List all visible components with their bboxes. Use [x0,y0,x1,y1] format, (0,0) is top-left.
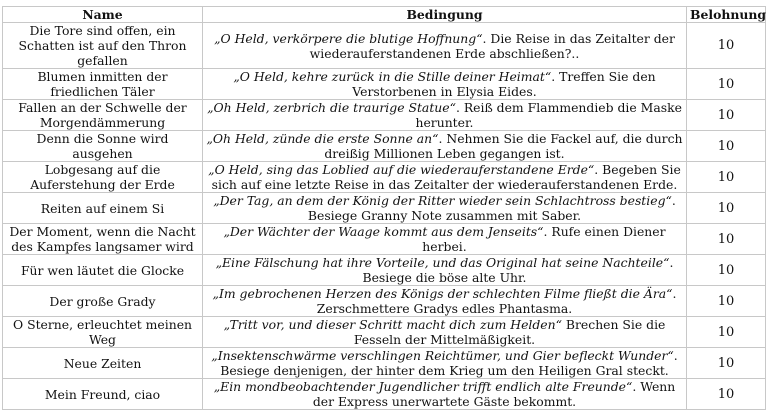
table-row [3,286,766,317]
condition-text: . Nehmen Sie die Fackel auf, die durch dreißig Millionen Leben gegangen ist. [324,131,683,161]
row-reward: 10 [687,23,766,69]
row-condition [203,162,687,193]
condition-text: . Besiege Granny Note zusammen mit Saber. [307,193,676,223]
row-name: Mein Freund, ciao [3,379,203,410]
row-name: Blumen inmitten der friedlichen Täler [3,69,203,100]
condition-text: . Die Reise in das Zeitalter der wiederauferstandenen Erde abschließen?.. [309,30,675,61]
row-reward: 10 [687,69,766,100]
condition-quote: „Der Tag, an dem der König der Ritter wieder sein Schlachtross bestieg“ [213,193,672,208]
condition-quote: „Ein mondbeobachtender Jugendlicher trifft endlich alte Freunde“ [213,379,633,394]
condition-quote: „Insektenschwärme verschlingen Reichtümer, und Gier befleckt Wunder“ [211,348,674,363]
table-row [3,162,766,193]
row-reward: 10 [687,100,766,131]
table-row [3,255,766,286]
condition-text: . Besiege denjenigen, der hinter dem Krieg um den Heiligen Gral steckt. [220,348,678,378]
condition-text: . Besiege die böse alte Uhr. [362,255,674,285]
table-row [3,100,766,131]
row-name: Für wen läutet die Glocke [3,255,203,286]
header-condition: Bedingung [203,7,687,23]
table-row [3,348,766,379]
condition-quote: „O Held, verkörpere die blutige Hoffnung“ [214,30,483,46]
condition-quote: „O Held, kehre zurück in die Stille deiner Heimat“ [233,69,552,84]
header-name: Name [3,7,203,23]
row-reward: 10 [687,131,766,162]
table-row [3,131,766,162]
condition-text: . Rufe einen Diener herbei. [422,224,666,254]
row-reward: 10 [687,162,766,193]
row-reward: 10 [687,379,766,410]
condition-text: . Zerschmettere Gradys edles Phantasma. [316,286,677,316]
table-row [3,23,766,69]
condition-text: . Begeben Sie sich auf eine letzte Reise in das Zeitalter der wiederauferstandenen Erde. [211,162,681,192]
row-name: Fallen an der Schwelle der Morgendämmerung [3,100,203,131]
table-row [3,193,766,224]
row-condition [203,348,687,379]
row-condition [203,23,687,69]
row-reward: 10 [687,348,766,379]
row-condition [203,131,687,162]
row-condition [203,317,687,348]
row-reward: 10 [687,255,766,286]
condition-quote: „O Held, sing das Loblied auf die wiederauferstandene Erde“ [208,162,595,177]
row-reward: 10 [687,224,766,255]
row-condition [203,69,687,100]
header-reward: Belohnung [687,7,766,23]
condition-text: . Reiß dem Flammendieb die Maske herunter. [415,100,682,130]
row-name: Denn die Sonne wird ausgehen [3,131,203,162]
header-row [3,7,766,23]
row-name: O Sterne, erleuchtet meinen Weg [3,317,203,348]
row-reward: 10 [687,317,766,348]
condition-quote: „Im gebrochenen Herzen des Königs der schlechten Filme fließt die Ära“ [212,286,673,301]
row-name: Neue Zeiten [3,348,203,379]
table-row [3,224,766,255]
table-row [3,69,766,100]
condition-quote: „Der Wächter der Waage kommt aus dem Jenseits“ [223,224,544,239]
achievements-table [2,6,766,410]
row-name: Die Tore sind offen, ein Schatten ist auf den Thron gefallen [3,23,203,69]
condition-text: Brechen Sie die Fesseln der Mittelmäßigkeit. [353,317,666,347]
row-reward: 10 [687,286,766,317]
condition-quote: „Tritt vor, und dieser Schritt macht dich zum Helden“ [223,317,562,332]
table-row [3,317,766,348]
row-name: Lobgesang auf die Auferstehung der Erde [3,162,203,193]
table-row [3,379,766,410]
row-name: Der große Grady [3,286,203,317]
condition-text: . Wenn der Express unerwartete Gäste bekommt. [312,379,676,409]
row-condition [203,100,687,131]
condition-quote: „Oh Held, zünde die erste Sonne an“ [206,131,439,146]
row-condition [203,255,687,286]
condition-text: . Treffen Sie den Verstorbenen in Elysia Eides. [352,69,656,99]
row-name: Der Moment, wenn die Nacht des Kampfes langsamer wird [3,224,203,255]
condition-quote: „Oh Held, zerbrich die traurige Statue“ [207,100,456,115]
row-condition [203,193,687,224]
row-condition [203,286,687,317]
condition-quote: „Eine Fälschung hat ihre Vorteile, und das Original hat seine Nachteile“ [215,255,670,270]
row-name: Reiten auf einem Si [3,193,203,224]
row-condition [203,224,687,255]
row-reward: 10 [687,193,766,224]
row-condition [203,379,687,410]
